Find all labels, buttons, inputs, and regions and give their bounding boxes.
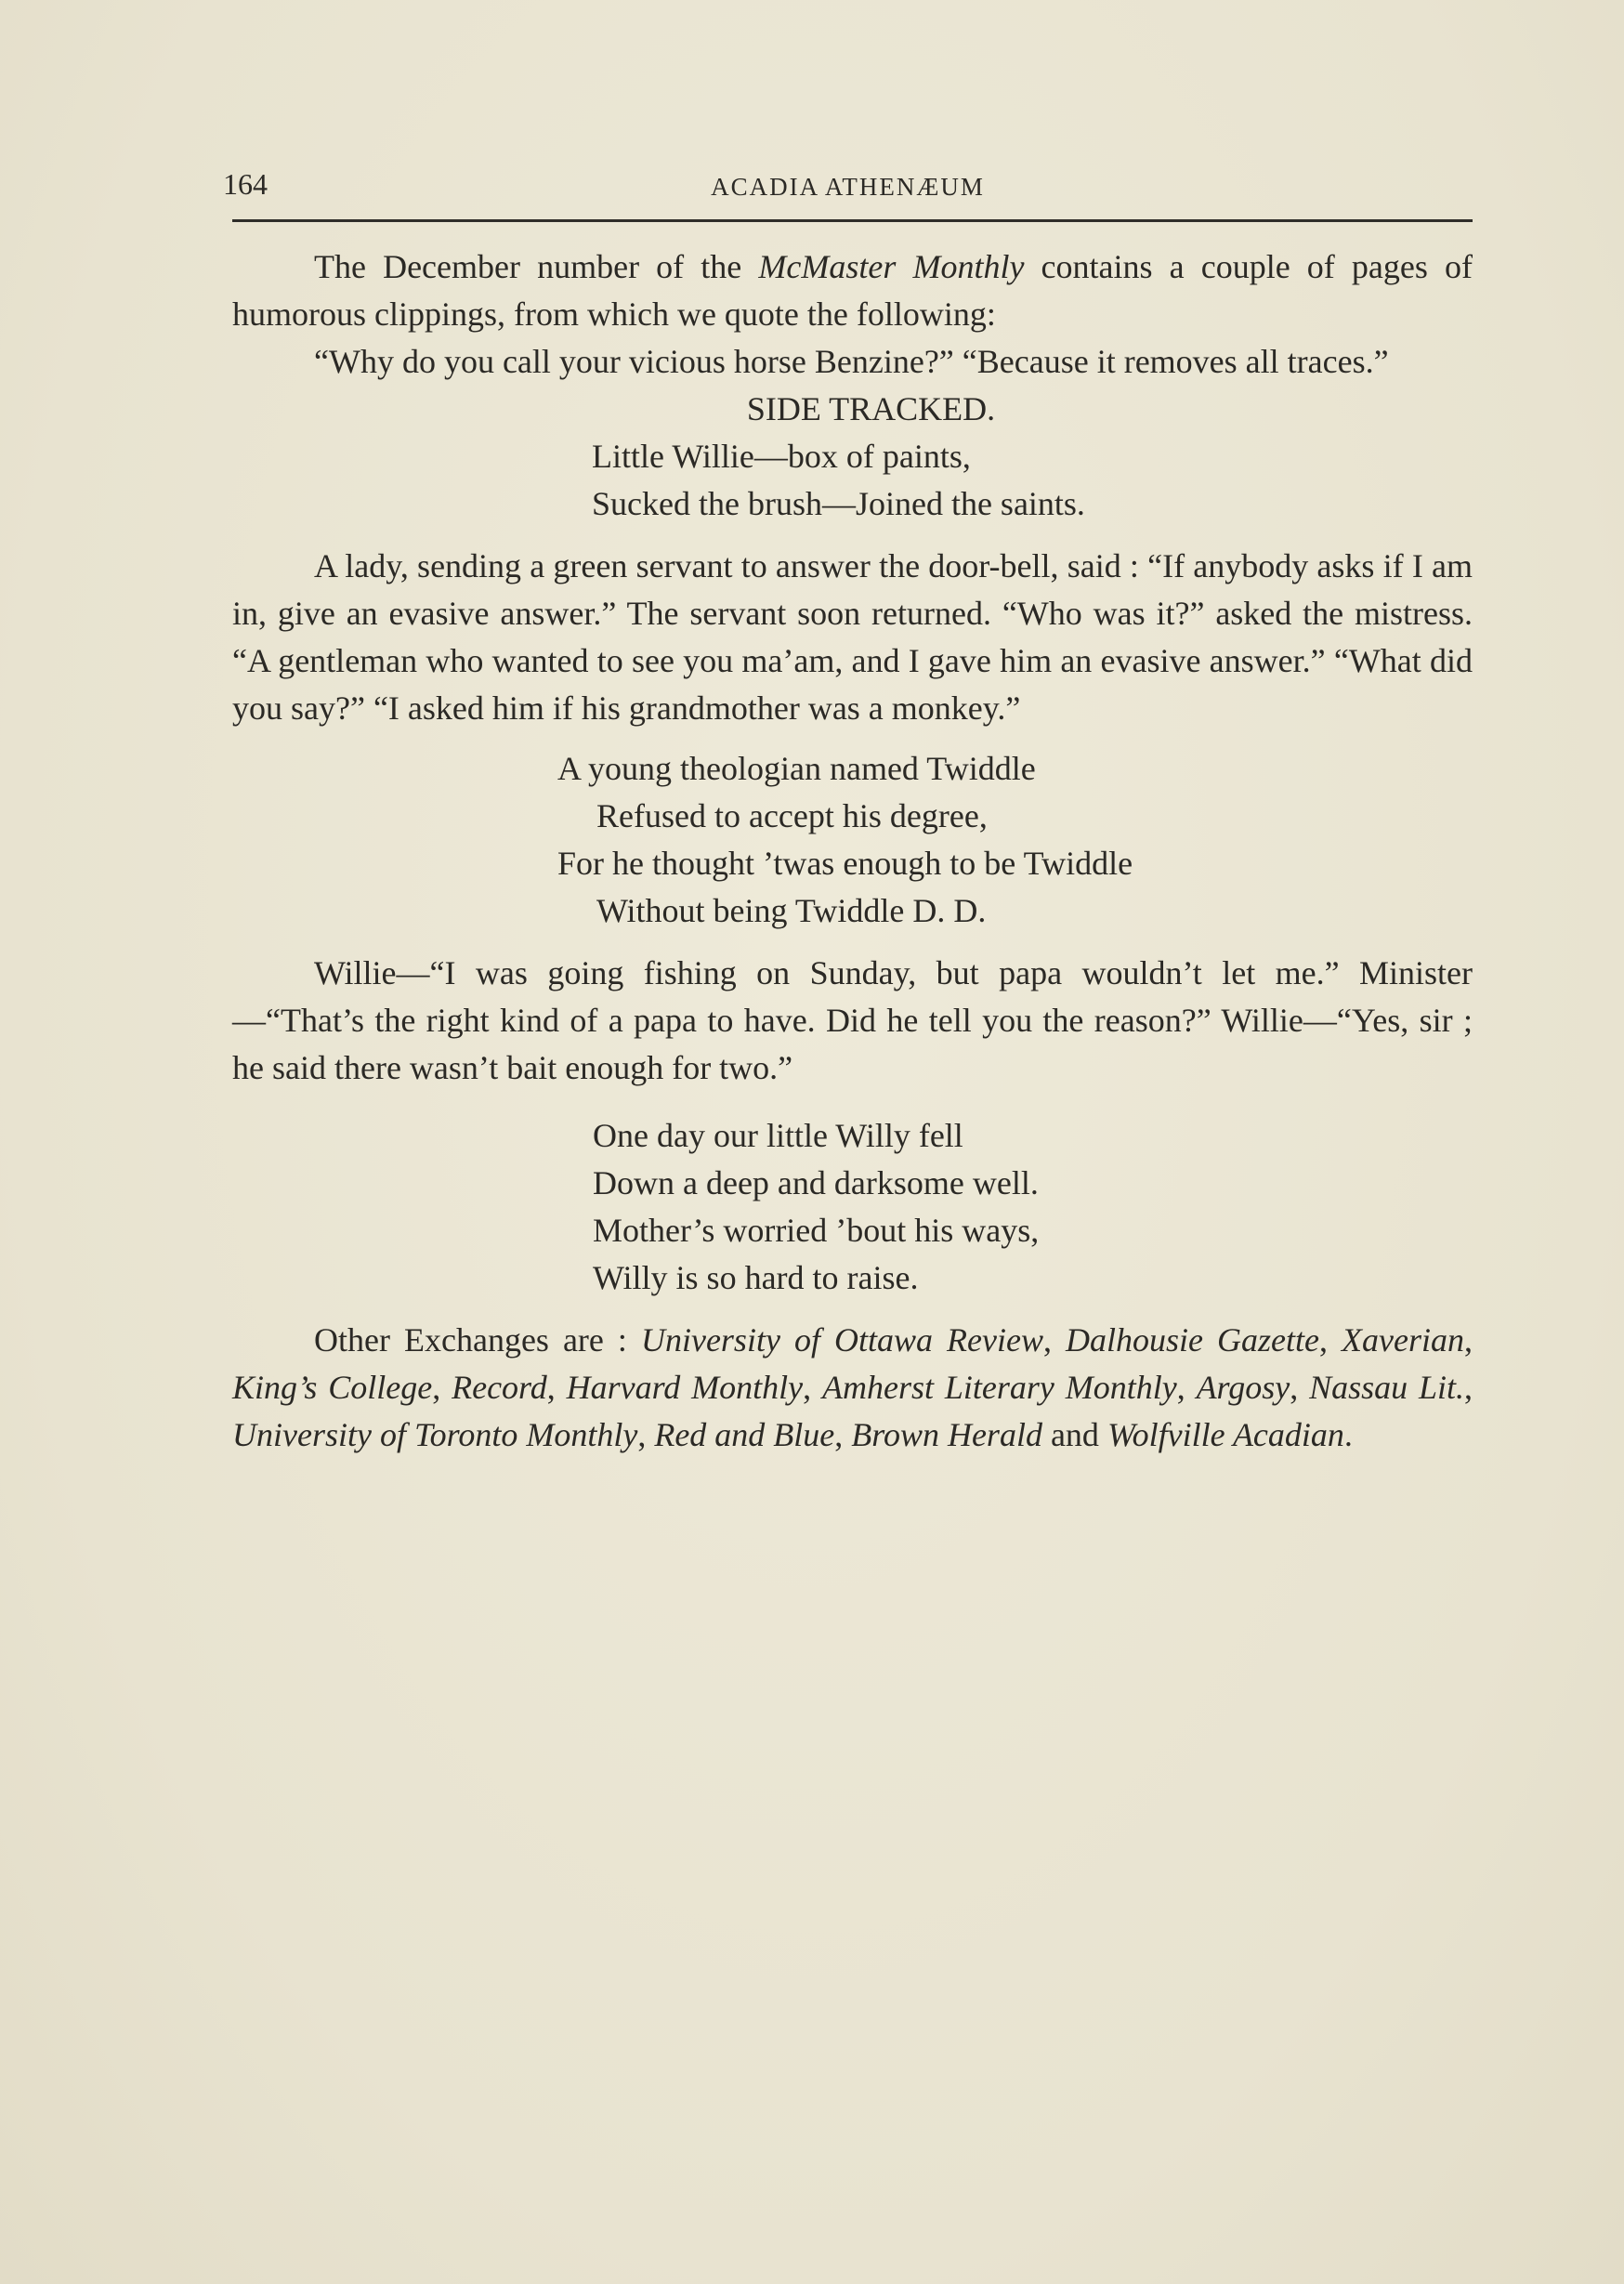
verse-line: Willy is so hard to raise.	[593, 1259, 919, 1296]
exchange-title: Xaverian	[1342, 1321, 1464, 1359]
exchange-title: University of Ottawa Review	[640, 1321, 1043, 1359]
exchange-title: Wolfville Acadian	[1107, 1416, 1344, 1453]
verse-line: Mother’s worried ’bout his ways,	[593, 1212, 1040, 1249]
joke-fishing: Willie—“I was going fishing on Sunday, but papa wouldn’t let me.” Minister—“That’s the right kind of a papa to have. Did he tell you the reason?” Willie—“Yes, sir ; he said there wasn’t bait enough for two.”	[232, 954, 1473, 1086]
joke-benzine: “Why do you call your vicious horse Benzine?” “Because it removes all traces.”	[314, 343, 1389, 380]
exchange-title: Amherst Literary Monthly	[821, 1369, 1177, 1406]
other-exchanges-paragraph: Other Exchanges are : University of Ottawa Review, Dalhousie Gazette, Xaverian, King’s College, Record, Harvard Monthly, Amherst Literary Monthly, Argosy, Nassau Lit., University of Toronto Monthly, Red and Blue, Brown Herald and Wolfville Acadian.	[232, 1321, 1473, 1453]
verse-line: One day our little Willy fell	[593, 1117, 963, 1154]
exchange-title: Record	[452, 1369, 547, 1406]
exchange-title: University of Toronto Monthly	[232, 1416, 638, 1453]
exchange-title: Dalhousie Gazette	[1066, 1321, 1319, 1359]
verse-line: Without being Twiddle D. D.	[596, 892, 987, 929]
limerick-twiddle	[232, 745, 1473, 935]
header-rule	[232, 219, 1473, 222]
exchanges-lead: Other Exchanges are :	[314, 1321, 641, 1359]
verse-line: Little Willie—box of paints,	[592, 438, 971, 475]
intro-before: The December number of the	[314, 248, 759, 285]
verse-line: Down a deep and darksome well.	[593, 1164, 1039, 1201]
verse-line: A young theologian named Twiddle	[557, 750, 1036, 787]
willy-verse	[232, 1112, 1473, 1302]
intro-paragraph	[232, 243, 1473, 338]
intro-publication-title: McMaster Monthly	[758, 248, 1025, 285]
running-title: ACADIA ATHENÆUM	[711, 173, 985, 201]
exchange-title: King’s College	[232, 1369, 433, 1406]
intro-after: contains a couple of pages of humorous clippings, from which we quote the following:	[232, 248, 1473, 333]
page-header	[223, 167, 1473, 214]
exchange-title: Harvard Monthly	[566, 1369, 804, 1406]
exchanges-end: .	[1343, 1416, 1353, 1453]
exchange-title: Brown Herald	[851, 1416, 1042, 1453]
joke-evasive-answer: A lady, sending a green servant to answer the door-bell, said : “If anybody asks if I am in, give an evasive answer.” The servant soon returned. “Who was it?” asked the mistress. “A gentleman who wanted to see you ma’am, and I gave him an evasive answer.” “What did you say?” “I asked him if his grandmother was a monkey.”	[232, 547, 1473, 727]
exchange-title: Red and Blue	[654, 1416, 835, 1453]
exchanges-conjunction: and	[1041, 1416, 1107, 1453]
page-number: 164	[223, 167, 268, 201]
verse-line: Sucked the brush—Joined the saints.	[592, 485, 1085, 522]
side-tracked-verse	[232, 433, 1473, 528]
verse-line: For he thought ’twas enough to be Twiddle	[557, 845, 1133, 882]
page-body	[232, 243, 1473, 1459]
side-tracked-title: SIDE TRACKED.	[746, 390, 996, 427]
exchange-title: Nassau Lit.	[1309, 1369, 1465, 1406]
exchange-title: Argosy	[1196, 1369, 1290, 1406]
verse-line: Refused to accept his degree,	[596, 797, 988, 834]
